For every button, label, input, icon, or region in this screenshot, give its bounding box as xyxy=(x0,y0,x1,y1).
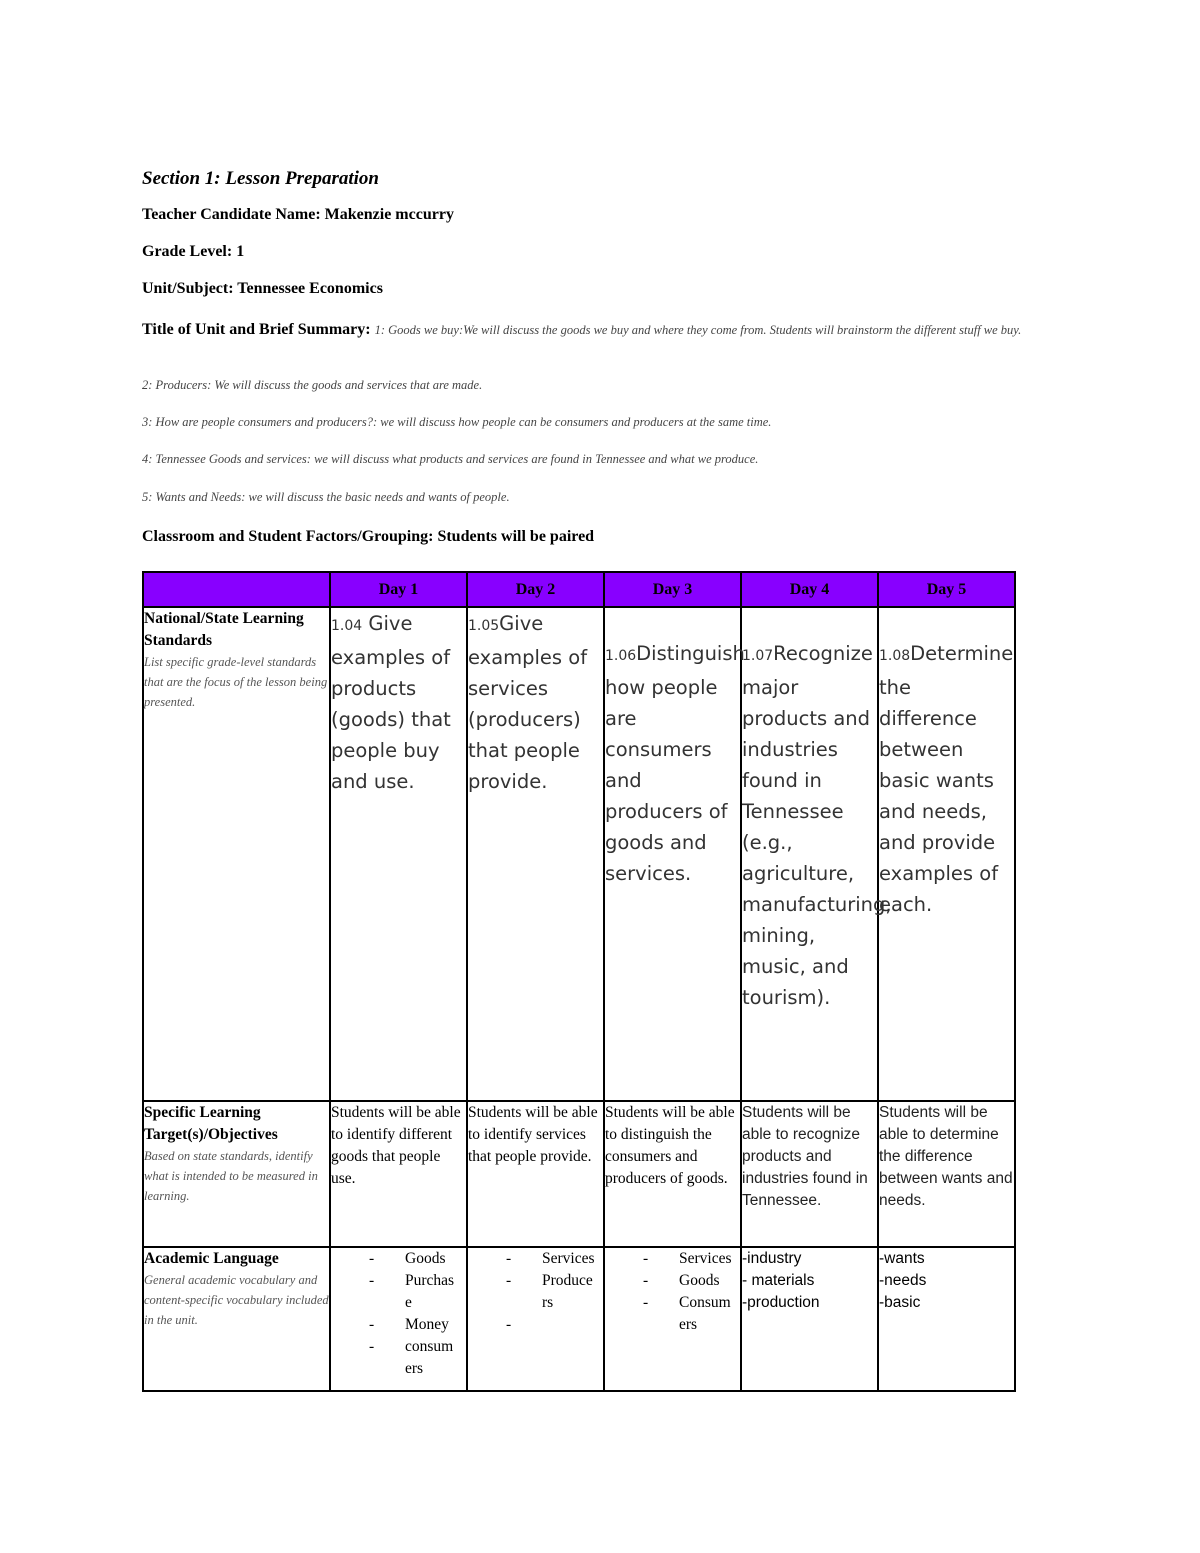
vocab-item: - Services xyxy=(605,1248,740,1270)
vocab-cell xyxy=(467,1247,604,1391)
row-description: General academic vocabulary and content-specific vocabulary included in the unit. xyxy=(144,1273,329,1327)
unit-label: Unit/Subject: xyxy=(142,280,234,297)
vocab-list xyxy=(468,1248,603,1314)
vocab-item: -needs xyxy=(879,1272,927,1289)
vocab-cell xyxy=(878,1247,1015,1391)
unit-value: Tennessee Economics xyxy=(237,280,383,297)
vocab-cell xyxy=(330,1247,467,1391)
vocab-item: -wants xyxy=(879,1250,925,1267)
objectives-row xyxy=(143,1101,1015,1247)
standard-cell xyxy=(330,607,467,1101)
teacher-label: Teacher Candidate Name: xyxy=(142,206,321,223)
vocab-item: - materials xyxy=(742,1272,815,1289)
standard-cell xyxy=(741,607,892,1101)
standard-cell xyxy=(604,607,745,1101)
standard-text: Distinguish how people are consumers and producers of goods and services. xyxy=(605,642,745,885)
standard-code: 1.08 xyxy=(879,648,911,664)
title-label: Title of Unit and Brief Summary: xyxy=(142,321,371,338)
objective-cell: Students will be able to distinguish the consumers and producers of goods. xyxy=(604,1101,741,1247)
day-header: Day 4 xyxy=(741,572,878,607)
grade-value: 1 xyxy=(236,243,245,260)
grouping-field xyxy=(142,528,594,546)
vocab-cell xyxy=(604,1247,741,1391)
day-header: Day 5 xyxy=(878,572,1015,607)
vocab-item: - Producers xyxy=(468,1270,603,1314)
row-description: List specific grade-level standards that are the focus of the lesson being presented. xyxy=(144,655,328,709)
row-title: Specific Learning Target(s)/Objectives xyxy=(144,1104,278,1143)
section-title: Section 1: Lesson Preparation xyxy=(142,168,379,189)
standard-cell xyxy=(467,607,604,1101)
academic-language-row xyxy=(143,1247,1015,1391)
vocab-item: -production xyxy=(742,1294,820,1311)
row-label xyxy=(143,607,330,1101)
standard-cell xyxy=(878,607,1015,1101)
teacher-name-field xyxy=(142,206,454,224)
vocab-item: - Goods xyxy=(331,1248,466,1270)
standard-text: Give examples of products (goods) that people buy and use. xyxy=(331,612,451,793)
standard-text: Recognize major products and industries found in Tennessee (e.g., agriculture, manufacturing, mining, music, and tourism). xyxy=(742,642,892,1009)
summary-item-4: 4: Tennessee Goods and services: we will discuss what products and services are found in Tennessee and what we produce. xyxy=(142,452,759,466)
unit-subject-field xyxy=(142,280,383,298)
standard-code: 1.04 xyxy=(331,618,363,634)
standard-code: 1.06 xyxy=(605,648,637,664)
vocab-item: -basic xyxy=(879,1294,921,1311)
standard-code: 1.05 xyxy=(468,618,500,634)
vocab-cell xyxy=(741,1247,878,1391)
vocab-item: - Purchase xyxy=(331,1270,466,1314)
teacher-value: Makenzie mccurry xyxy=(324,206,454,223)
day-header: Day 3 xyxy=(604,572,741,607)
unit-title-field xyxy=(142,319,1042,341)
row-description: Based on state standards, identify what is intended to be measured in learning. xyxy=(144,1149,318,1203)
grade-label: Grade Level: xyxy=(142,243,233,260)
objective-cell: Students will be able to recognize products and industries found in Tennessee. xyxy=(741,1101,878,1247)
row-label xyxy=(143,1101,330,1247)
summary-item-5: 5: Wants and Needs: we will discuss the basic needs and wants of people. xyxy=(142,490,510,504)
standard-text: Determine the difference between basic wants and needs, and provide examples of each. xyxy=(879,642,1014,916)
vocab-item: - Goods xyxy=(605,1270,740,1292)
vocab-list xyxy=(605,1248,740,1336)
header-empty-cell xyxy=(143,572,330,607)
row-title: National/State Learning Standards xyxy=(144,610,304,649)
grade-level-field xyxy=(142,243,244,261)
vocab-item: - Money xyxy=(331,1314,466,1336)
day-header: Day 1 xyxy=(330,572,467,607)
summary-item-1: 1: Goods we buy:We will discuss the goods we buy and where they come from. Students will brainstorm the different stuff we buy. xyxy=(374,323,1022,337)
vocab-item: - Consumers xyxy=(605,1292,740,1336)
vocab-item: - Services xyxy=(468,1248,603,1270)
objective-cell: Students will be able to determine the difference between wants and needs. xyxy=(878,1101,1015,1247)
objective-cell: Students will be able to identify services that people provide. xyxy=(467,1101,604,1247)
vocab-list xyxy=(331,1248,466,1380)
day-header: Day 2 xyxy=(467,572,604,607)
standard-code: 1.07 xyxy=(742,648,774,664)
row-title: Academic Language xyxy=(144,1250,279,1267)
vocab-item: - consumers xyxy=(331,1336,466,1380)
vocab-item: -industry xyxy=(742,1250,802,1267)
grouping-label: Classroom and Student Factors/Grouping: xyxy=(142,528,434,545)
summary-item-3: 3: How are people consumers and producers?: we will discuss how people can be consumers and producers at the same time. xyxy=(142,415,772,429)
grouping-value: Students will be paired xyxy=(437,528,595,545)
objective-cell: Students will be able to identify different goods that people use. xyxy=(330,1101,467,1247)
row-label xyxy=(143,1247,330,1391)
summary-item-2: 2: Producers: We will discuss the goods and services that are made. xyxy=(142,378,483,392)
standards-row xyxy=(143,607,1015,1101)
table-header-row xyxy=(143,572,1015,607)
standard-text: Give examples of services (producers) that people provide. xyxy=(468,612,588,793)
lesson-plan-table xyxy=(142,571,1016,1392)
